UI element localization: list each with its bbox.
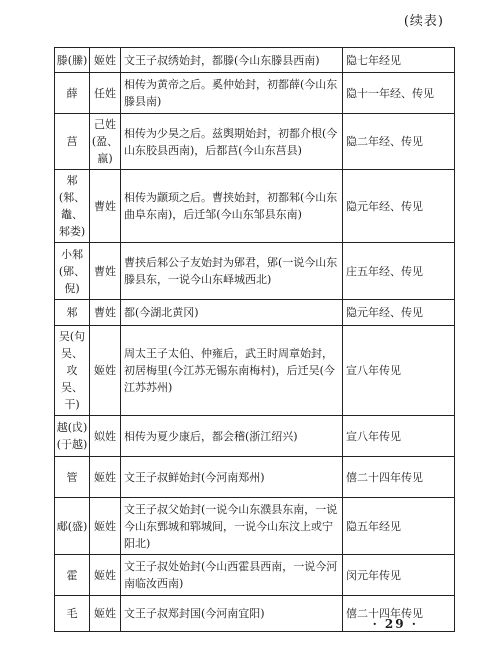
note-cell: 隐十一年经、传见 xyxy=(343,73,455,114)
state-name-cell: 邾(邾、鼄、邾娄) xyxy=(55,170,90,243)
note-cell: 隐七年经见 xyxy=(343,48,455,73)
note-cell: 庄五年经、传见 xyxy=(343,243,455,300)
description-cell: 文王子叔绣始封，都滕(今山东滕县西南) xyxy=(121,48,343,73)
state-name-cell: 霍 xyxy=(55,555,90,596)
surname-cell: 任姓 xyxy=(90,73,121,114)
description-cell: 都(今湖北黄冈) xyxy=(121,300,343,326)
state-name-cell: 越(戉)(于越) xyxy=(55,416,90,457)
table-row xyxy=(55,73,455,114)
surname-cell: 姬姓 xyxy=(90,326,121,416)
state-name-cell: 郕(盛) xyxy=(55,498,90,555)
surname-cell: 姬姓 xyxy=(90,555,121,596)
table-row xyxy=(55,416,455,457)
state-name-cell: 滕(縢) xyxy=(55,48,90,73)
description-cell: 文王子叔父始封(一说今山东濮县东南，一说今山东鄄城和郓城间，一说今山东汶上或宁阳北) xyxy=(121,498,343,555)
surname-cell: 姬姓 xyxy=(90,596,121,632)
surname-cell: 姬姓 xyxy=(90,457,121,498)
description-cell: 相传为少昊之后。兹舆期始封，初都介根(今山东胶县西南)，后都莒(今山东莒县) xyxy=(121,114,343,170)
note-cell: 隐二年经、传见 xyxy=(343,114,455,170)
note-cell: 隐元年经、传见 xyxy=(343,170,455,243)
table-row xyxy=(55,457,455,498)
description-cell: 曹挟后邾公子友始封为郳君，郳(一说今山东滕县东，一说今山东峄城西北) xyxy=(121,243,343,300)
state-name-cell: 吴(句吴、攻吴、干) xyxy=(55,326,90,416)
state-name-cell: 毛 xyxy=(55,596,90,632)
state-name-cell: 莒 xyxy=(55,114,90,170)
note-cell: 僖二十四年传见 xyxy=(343,596,455,632)
note-cell: 宣八年传见 xyxy=(343,416,455,457)
description-cell: 文王子叔处始封(今山西霍县西南，一说今河南临汝西南) xyxy=(121,555,343,596)
state-name-cell: 薛 xyxy=(55,73,90,114)
note-cell: 隐元年经、传见 xyxy=(343,300,455,326)
state-name-cell: 小邾(郳、倪) xyxy=(55,243,90,300)
table-row xyxy=(55,170,455,243)
surname-cell: 曹姓 xyxy=(90,300,121,326)
state-name-cell: 邾 xyxy=(55,300,90,326)
description-cell: 周太王子太伯、仲雍后，武王时周章始封，初居梅里(今江苏无锡东南梅村)，后迁吴(今江苏苏州) xyxy=(121,326,343,416)
table-row xyxy=(55,498,455,555)
surname-cell: 姬姓 xyxy=(90,498,121,555)
surname-cell: 己姓(盈、嬴) xyxy=(90,114,121,170)
note-cell: 闵元年传见 xyxy=(343,555,455,596)
table-row xyxy=(55,555,455,596)
table-row xyxy=(55,300,455,326)
description-cell: 相传为黄帝之后。奚仲始封，初都薛(今山东滕县南) xyxy=(121,73,343,114)
state-name-cell: 管 xyxy=(55,457,90,498)
table-row xyxy=(55,326,455,416)
surname-cell: 姒姓 xyxy=(90,416,121,457)
continued-label: (续表) xyxy=(403,14,444,29)
note-cell: 宣八年传见 xyxy=(343,326,455,416)
surname-cell: 姬姓 xyxy=(90,48,121,73)
page-number: · 29 · xyxy=(372,617,418,631)
states-table xyxy=(54,47,455,632)
surname-cell: 曹姓 xyxy=(90,170,121,243)
description-cell: 相传为夏少康后，都会稽(浙江绍兴) xyxy=(121,416,343,457)
surname-cell: 曹姓 xyxy=(90,243,121,300)
description-cell: 相传为颛顼之后。曹挟始封，初都邾(今山东曲阜东南)，后迁邹(今山东邹县东南) xyxy=(121,170,343,243)
note-cell: 隐五年经见 xyxy=(343,498,455,555)
table-row xyxy=(55,114,455,170)
table-row xyxy=(55,243,455,300)
description-cell: 文王子叔鲜始封(今河南郑州) xyxy=(121,457,343,498)
table-row xyxy=(55,48,455,73)
description-cell: 文王子叔郑封国(今河南宜阳) xyxy=(121,596,343,632)
note-cell: 僖二十四年传见 xyxy=(343,457,455,498)
